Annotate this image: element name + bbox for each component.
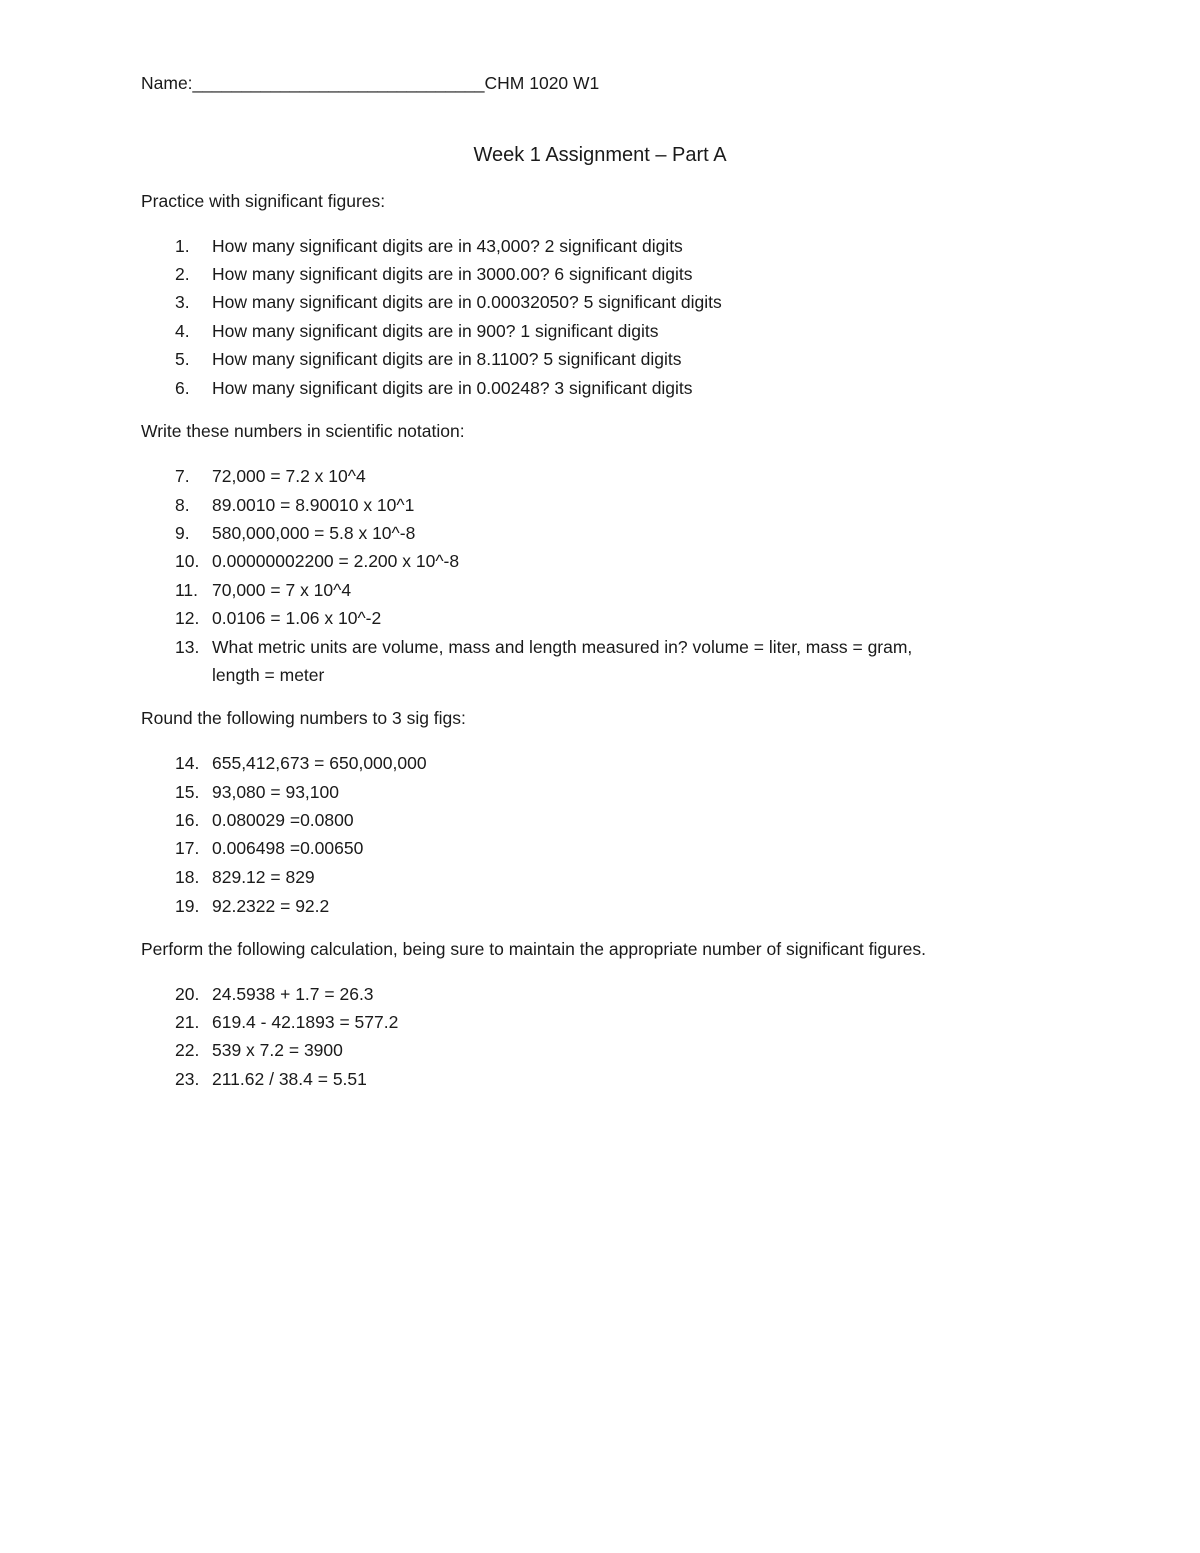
item-number: 9.: [175, 523, 190, 543]
item-number: 2.: [175, 264, 190, 284]
list-item: [175, 892, 329, 920]
item-number: 8.: [175, 495, 190, 515]
item-text: How many significant digits are in 3000.00? 6 significant digits: [212, 264, 693, 284]
item-number: 14.: [175, 753, 200, 773]
item-text: 0.080029 =0.0800: [212, 810, 354, 830]
item-text: How many significant digits are in 43,000? 2 significant digits: [212, 236, 683, 256]
item-number: 23.: [175, 1069, 200, 1089]
list-item: [175, 519, 415, 547]
item-number: 11.: [175, 580, 199, 600]
list-item: [175, 374, 693, 402]
name-course-header: Name:______________________________CHM 1020 W1: [141, 73, 600, 93]
list-item: [175, 288, 722, 316]
item-text: 539 x 7.2 = 3900: [212, 1040, 343, 1060]
item-text: 619.4 - 42.1893 = 577.2: [212, 1012, 399, 1032]
item-number: 4.: [175, 321, 190, 341]
list-item: [175, 834, 363, 862]
list-item: [175, 806, 354, 834]
item-number: 22.: [175, 1040, 200, 1060]
list-item: [175, 749, 427, 777]
item-text: 0.00000002200 = 2.200 x 10^-8: [212, 551, 460, 571]
item-text: How many significant digits are in 0.00248? 3 significant digits: [212, 378, 693, 398]
item-text-continuation: length = meter: [212, 665, 325, 685]
list-item: [175, 1008, 398, 1036]
item-text: How many significant digits are in 8.1100? 5 significant digits: [212, 349, 682, 369]
item-number: 12.: [175, 608, 200, 628]
list-item: [175, 232, 683, 260]
item-number: 15.: [175, 782, 200, 802]
item-number: 17.: [175, 838, 200, 858]
item-number: 3.: [175, 292, 190, 312]
item-text: How many significant digits are in 900? 1 significant digits: [212, 321, 659, 341]
list-item: [175, 491, 414, 519]
list-item: [175, 462, 366, 490]
item-text: 580,000,000 = 5.8 x 10^-8: [212, 523, 416, 543]
item-text: 655,412,673 = 650,000,000: [212, 753, 427, 773]
item-number: 7.: [175, 466, 190, 486]
list-item: [175, 345, 682, 373]
item-text: 72,000 = 7.2 x 10^4: [212, 466, 366, 486]
list-item: [175, 778, 339, 806]
list-item: [175, 863, 315, 891]
list-item: [175, 633, 912, 689]
list-item: [175, 604, 381, 632]
item-number: 13.: [175, 637, 200, 657]
item-text: 211.62 / 38.4 = 5.51: [212, 1069, 367, 1089]
section-heading-calculations: Perform the following calculation, being sure to maintain the appropriate number of significant figures.: [141, 939, 927, 959]
item-number: 1.: [175, 236, 190, 256]
list-item: [175, 260, 693, 288]
item-number: 20.: [175, 984, 200, 1004]
list-item: [175, 1065, 367, 1093]
list-item: [175, 576, 351, 604]
item-number: 10.: [175, 551, 200, 571]
item-text: 70,000 = 7 x 10^4: [212, 580, 352, 600]
item-number: 21.: [175, 1012, 200, 1032]
section-heading-rounding: Round the following numbers to 3 sig figs:: [141, 708, 466, 728]
section-heading-scientific-notation: Write these numbers in scientific notation:: [141, 421, 465, 441]
item-text: 89.0010 = 8.90010 x 10^1: [212, 495, 415, 515]
item-text: 829.12 = 829: [212, 867, 315, 887]
item-text: 92.2322 = 92.2: [212, 896, 330, 916]
item-number: 18.: [175, 867, 200, 887]
item-text: How many significant digits are in 0.00032050? 5 significant digits: [212, 292, 722, 312]
item-text: 0.006498 =0.00650: [212, 838, 364, 858]
list-item: [175, 980, 374, 1008]
list-item: [175, 1036, 343, 1064]
item-text: What metric units are volume, mass and length measured in? volume = liter, mass = gram,: [212, 637, 913, 657]
item-text: 93,080 = 93,100: [212, 782, 339, 802]
list-item: [175, 317, 658, 345]
item-number: 6.: [175, 378, 190, 398]
item-number: 16.: [175, 810, 200, 830]
page-title: Week 1 Assignment – Part A: [473, 144, 727, 166]
item-number: 5.: [175, 349, 190, 369]
section-heading-sig-figs: Practice with significant figures:: [141, 191, 386, 211]
item-text: 24.5938 + 1.7 = 26.3: [212, 984, 374, 1004]
item-text: 0.0106 = 1.06 x 10^-2: [212, 608, 382, 628]
item-number: 19.: [175, 896, 200, 916]
list-item: [175, 547, 459, 575]
